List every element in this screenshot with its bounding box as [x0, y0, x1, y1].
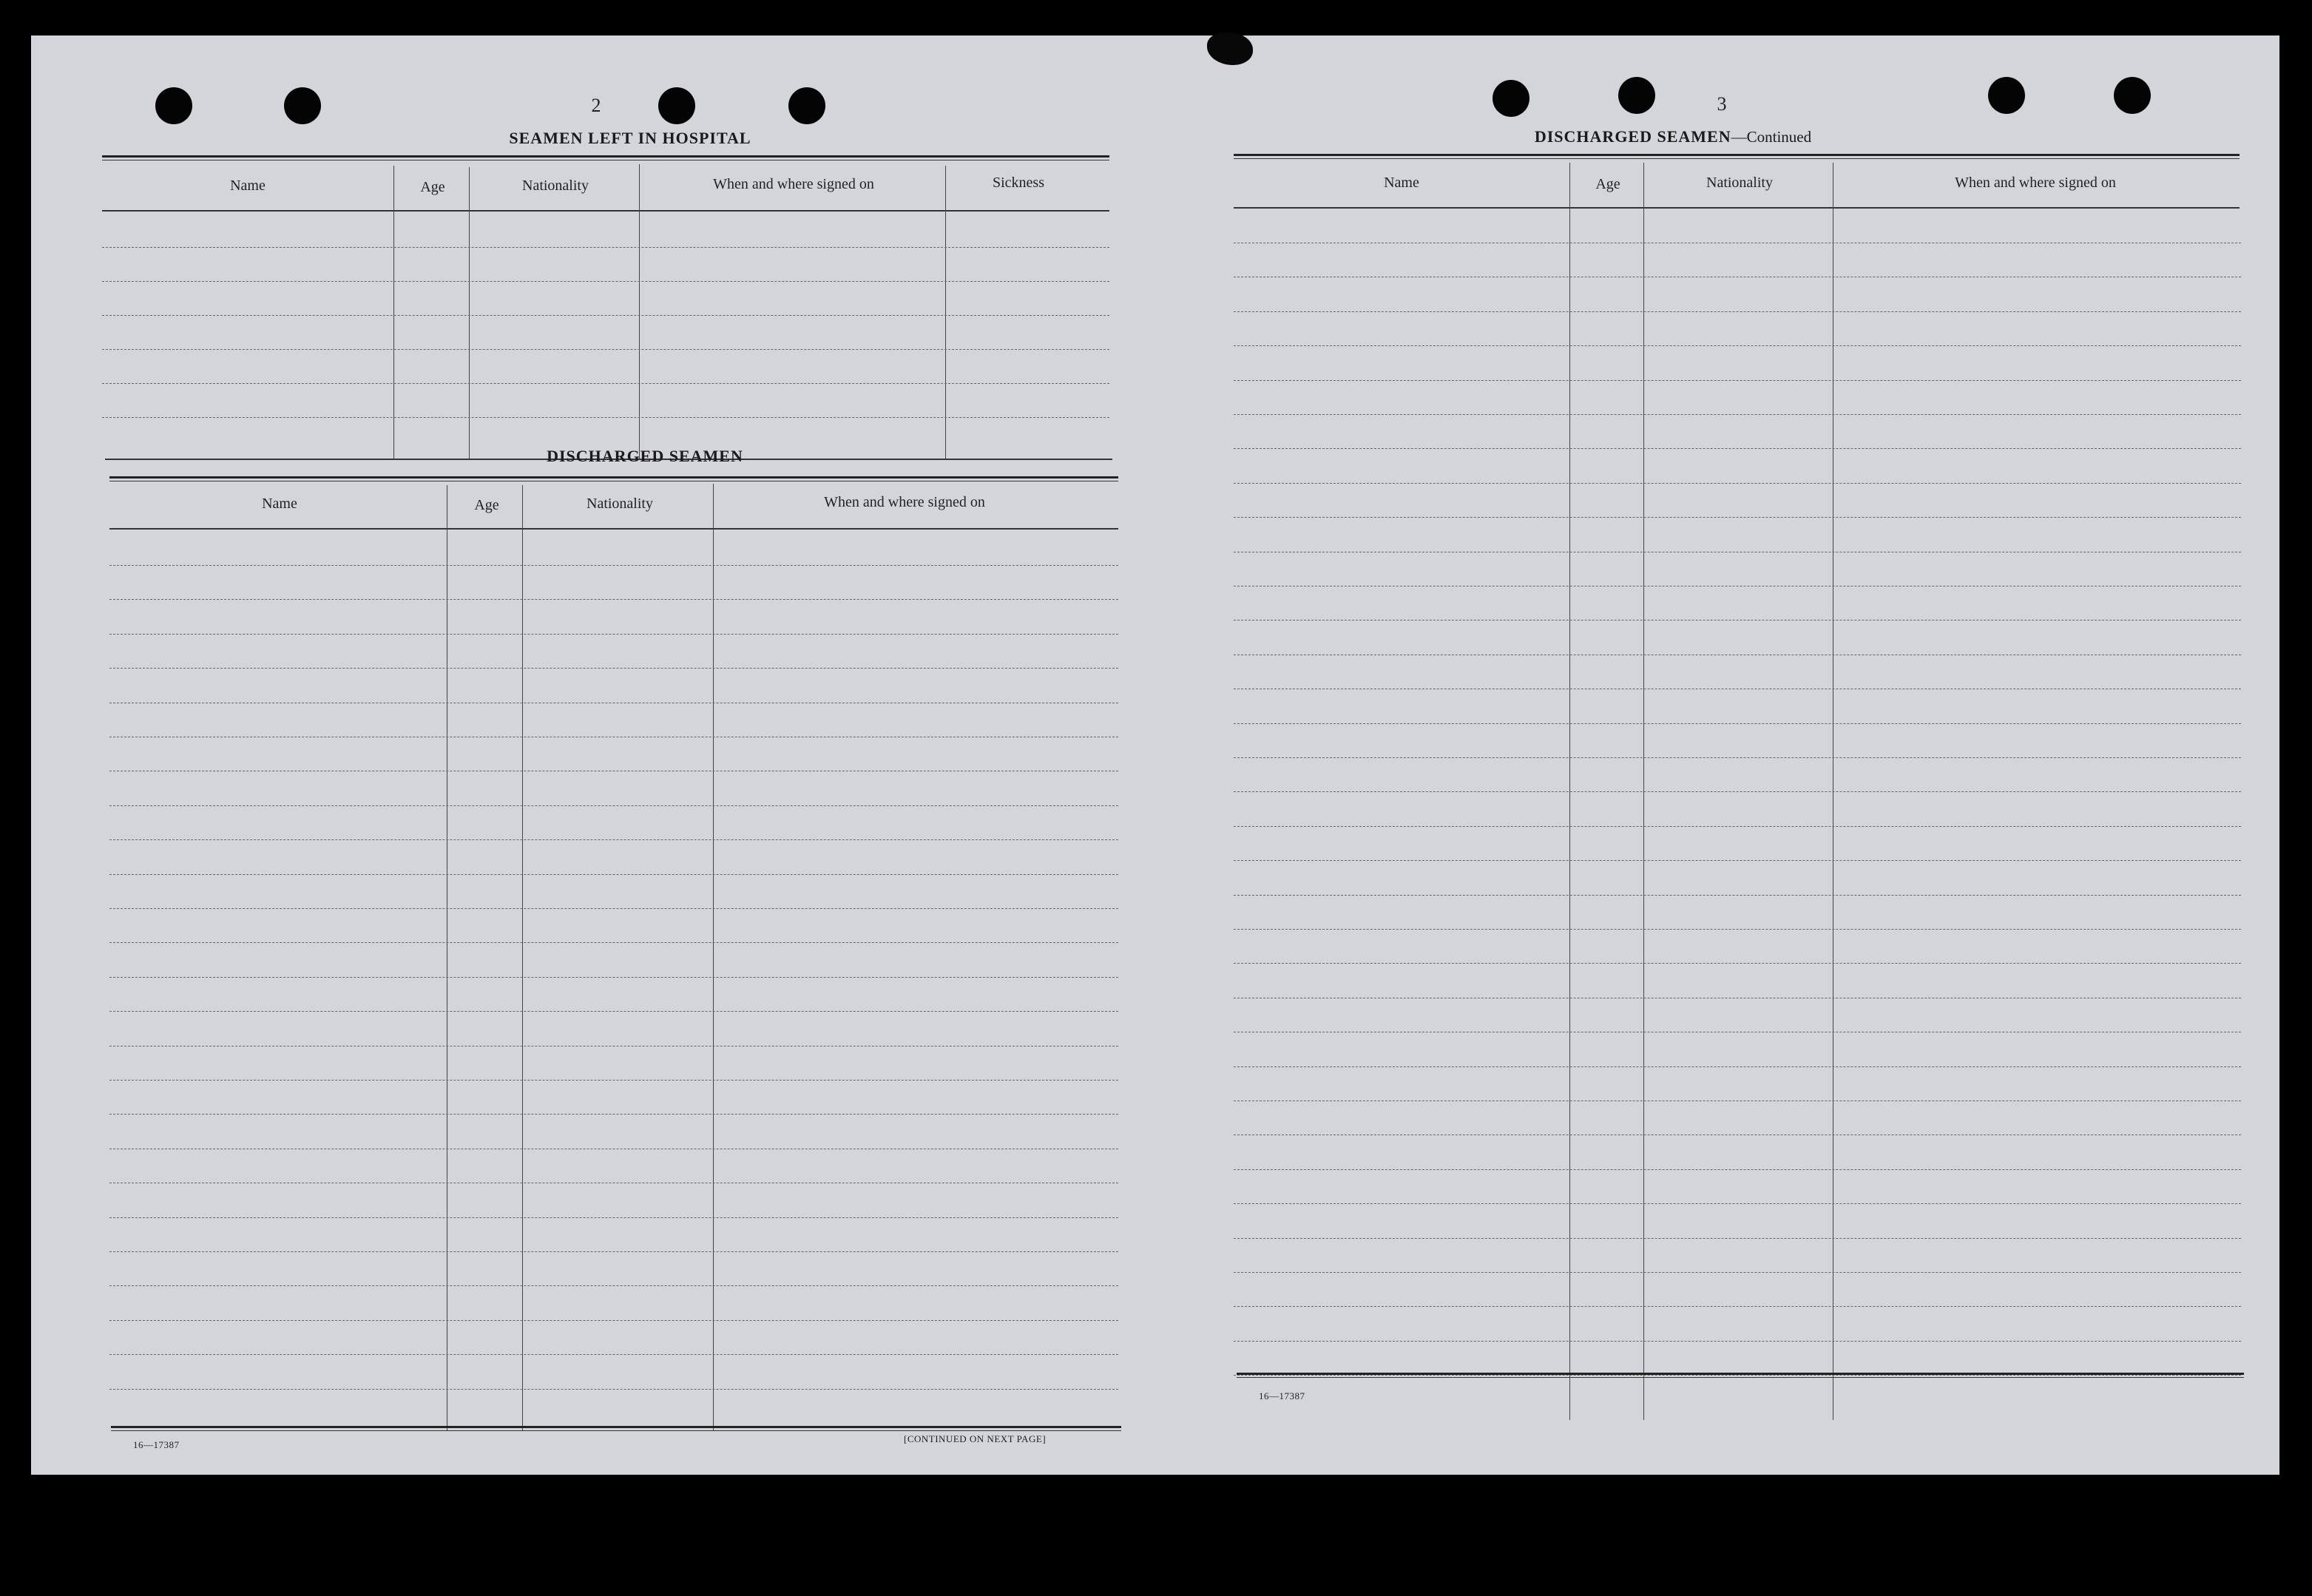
discharged-row: [109, 1114, 1118, 1115]
punch-hole: [284, 87, 321, 124]
right-col-name: Name: [1384, 175, 1419, 191]
discharged-row: [109, 805, 1118, 806]
right-top-rule: [1234, 154, 2240, 159]
right-form-number: 16—17387: [1259, 1390, 1305, 1401]
discharged-row: [109, 908, 1118, 909]
discharged-row: [109, 1354, 1118, 1355]
discharged-row: [109, 1320, 1118, 1321]
ink-blot: [1207, 33, 1253, 65]
discharged-continued-row: [1234, 826, 2241, 827]
discharged-continued-row: [1234, 414, 2241, 415]
discharged-row: [109, 599, 1118, 600]
punch-hole: [2114, 77, 2151, 114]
punch-hole: [788, 87, 825, 124]
discharged-continued-row: [1234, 517, 2241, 518]
discharged-continued-row: [1234, 757, 2241, 758]
discharged-continued-row: [1234, 448, 2241, 449]
continued-note: [CONTINUED ON NEXT PAGE]: [904, 1433, 1047, 1444]
discharged-row: [109, 839, 1118, 840]
discharged-row: [109, 1011, 1118, 1012]
hospital-row: [102, 315, 1109, 316]
hospital-col-nationality: Nationality: [522, 177, 589, 194]
discharged-row: [109, 874, 1118, 875]
discharged-row: [109, 634, 1118, 635]
discharged-bottom-rule: [111, 1426, 1121, 1431]
hospital-col-divider: [469, 167, 470, 459]
hospital-row: [102, 383, 1109, 384]
discharged-continued-row: [1234, 1238, 2241, 1239]
right-col-nationality: Nationality: [1706, 175, 1773, 191]
discharged-continued-row: [1234, 1100, 2241, 1101]
discharged-col-divider: [522, 485, 523, 1430]
discharged-col-divider: [713, 484, 714, 1430]
discharged-continued-row: [1234, 895, 2241, 896]
discharged-continued-row: [1234, 345, 2241, 346]
punch-hole: [1618, 77, 1655, 114]
punch-hole: [155, 87, 192, 124]
left-page-number: 2: [591, 95, 601, 116]
discharged-col-when-where: When and where signed on: [824, 494, 985, 510]
hospital-col-divider: [639, 164, 640, 459]
discharged-row: [109, 942, 1118, 943]
discharged-continued-row: [1234, 860, 2241, 861]
discharged-continued-row: [1234, 483, 2241, 484]
discharged-row: [109, 1251, 1118, 1252]
hospital-row: [102, 281, 1109, 282]
hospital-top-rule: [102, 155, 1109, 160]
punch-hole: [1988, 77, 2025, 114]
discharged-row: [109, 977, 1118, 978]
hospital-col-divider: [393, 166, 394, 459]
discharged-continued-row: [1234, 380, 2241, 381]
hospital-row: [102, 247, 1109, 248]
punch-hole: [658, 87, 695, 124]
discharged-continued-row: [1234, 723, 2241, 724]
discharged-section-title: DISCHARGED SEAMEN: [547, 447, 743, 465]
discharged-continued-row: [1234, 1341, 2241, 1342]
discharged-continued-title: [1481, 127, 1865, 146]
hospital-row: [102, 417, 1109, 418]
hospital-row: [102, 349, 1109, 350]
discharged-continued-row: [1234, 1306, 2241, 1307]
discharged-continued-row: [1234, 1169, 2241, 1170]
discharged-row: [109, 1080, 1118, 1081]
discharged-continued-row: [1234, 791, 2241, 792]
document-sheet: [31, 35, 2279, 1475]
discharged-continued-title-main: DISCHARGED SEAMEN: [1534, 127, 1731, 146]
hospital-section-title: SEAMEN LEFT IN HOSPITAL: [509, 129, 751, 147]
discharged-col-age: Age: [474, 497, 499, 513]
discharged-row: [109, 1217, 1118, 1218]
hospital-col-divider: [945, 166, 946, 459]
discharged-continued-row: [1234, 963, 2241, 964]
discharged-continued-title-suffix: —Continued: [1731, 128, 1812, 146]
discharged-continued-row: [1234, 929, 2241, 930]
discharged-header-rule: [109, 528, 1118, 530]
right-col-when-where: When and where signed on: [1955, 175, 2116, 191]
discharged-row: [109, 565, 1118, 566]
discharged-col-name: Name: [262, 496, 297, 512]
hospital-header-rule: [102, 210, 1109, 212]
discharged-row: [109, 1285, 1118, 1286]
hospital-col-when-where: When and where signed on: [713, 176, 874, 192]
discharged-top-rule: [109, 476, 1118, 481]
hospital-col-age: Age: [420, 179, 445, 195]
left-form-number: 16—17387: [133, 1439, 180, 1450]
punch-hole: [1493, 80, 1529, 117]
hospital-col-sickness: Sickness: [993, 175, 1044, 191]
discharged-continued-row: [1234, 1203, 2241, 1204]
discharged-continued-row: [1234, 1272, 2241, 1273]
discharged-continued-row: [1234, 620, 2241, 621]
right-header-rule: [1234, 207, 2240, 209]
discharged-row: [109, 668, 1118, 669]
discharged-row: [109, 1389, 1118, 1390]
right-bottom-rule: [1237, 1373, 2244, 1378]
discharged-continued-row: [1234, 1066, 2241, 1067]
discharged-continued-row: [1234, 311, 2241, 312]
discharged-col-nationality: Nationality: [587, 496, 653, 512]
right-col-age: Age: [1595, 176, 1620, 192]
hospital-col-name: Name: [230, 177, 266, 194]
right-page-number: 3: [1717, 93, 1727, 115]
